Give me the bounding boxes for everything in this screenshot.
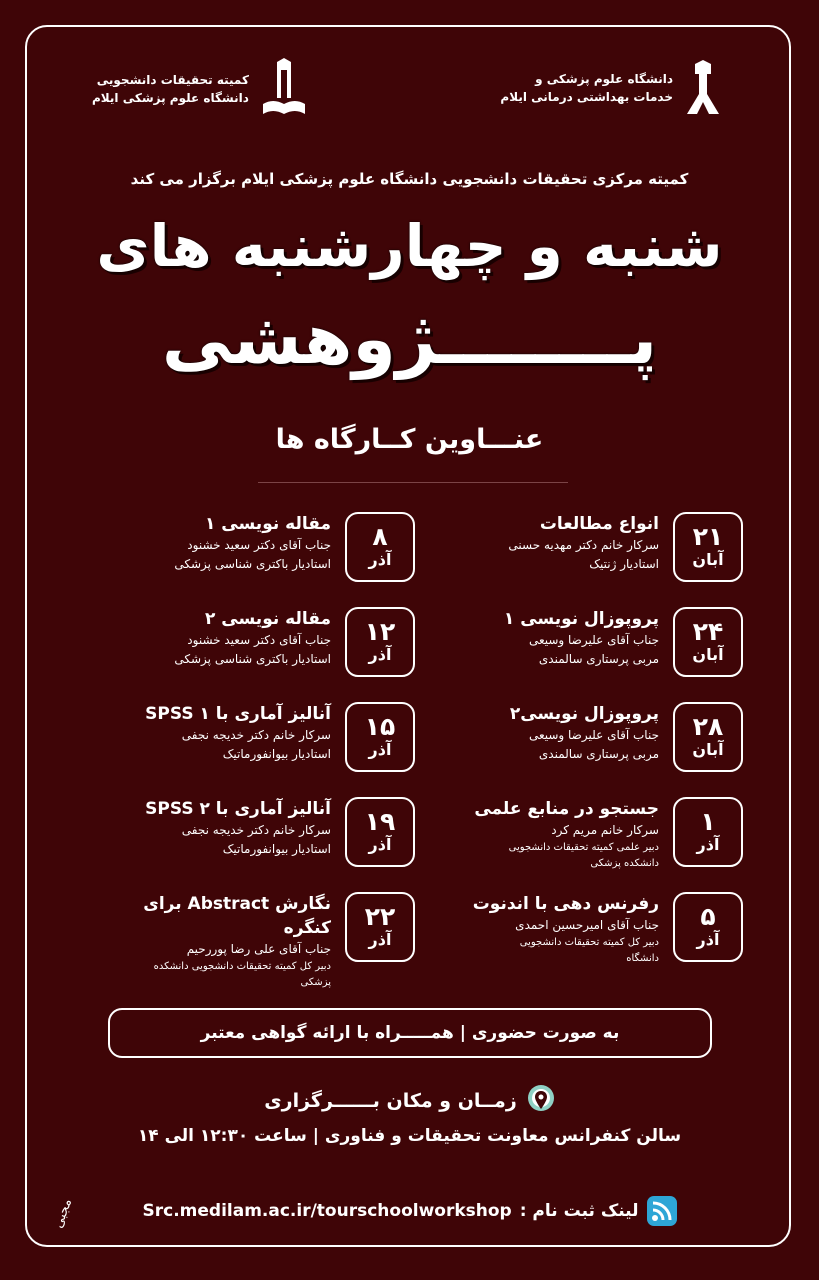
- workshop-info: [427, 512, 659, 574]
- workshop-role: استادیار بیوانفورماتیک: [222, 842, 331, 856]
- workshop-card: [99, 607, 415, 677]
- workshop-month: آذر: [368, 550, 392, 569]
- workshop-info: [427, 892, 659, 967]
- workshop-date-box: [673, 512, 743, 582]
- workshop-day: ۱۹: [364, 807, 396, 836]
- rss-link-icon: [647, 1196, 677, 1226]
- workshop-day: ۱۵: [364, 712, 396, 741]
- workshop-month: آذر: [368, 740, 392, 759]
- attendance-text: به صورت حضوری | همـــــراه با ارائه گواهی معتبر: [200, 1023, 620, 1043]
- workshop-date-box: [673, 607, 743, 677]
- workshop-day: ۲۴: [692, 617, 724, 646]
- workshop-instructor: جناب آقای دکتر سعید خشنود: [187, 538, 331, 552]
- workshop-card: [427, 702, 743, 772]
- workshop-instructor: جناب آقای دکتر سعید خشنود: [187, 633, 331, 647]
- workshop-info: [99, 607, 331, 669]
- workshop-role: استادیار باکتری شناسی پزشکی: [174, 652, 331, 666]
- workshop-title: مقاله نویسی ۲: [205, 609, 331, 629]
- workshop-role: استادیار بیوانفورماتیک: [222, 747, 331, 761]
- workshop-month: آذر: [696, 930, 720, 949]
- location-pin-icon: [527, 1084, 555, 1118]
- workshop-role: مربی پرستاری سالمندی: [538, 652, 659, 666]
- registration-label: لینک ثبت نام :: [519, 1201, 639, 1221]
- workshop-instructor: سرکار خانم دکتر خدیجه نجفی: [181, 728, 331, 742]
- workshop-instructor: جناب آقای امیرحسین احمدی: [515, 918, 659, 932]
- workshop-month: آذر: [696, 835, 720, 854]
- right-logo-line1: دانشگاه علوم پزشکی و: [535, 72, 673, 86]
- workshop-role: مربی پرستاری سالمندی: [538, 747, 659, 761]
- university-logo: [500, 60, 721, 116]
- main-title-line2: پــــــــژوهشی: [161, 298, 658, 380]
- workshop-title: پروپوزال نویسی۲: [509, 704, 659, 724]
- registration-link[interactable]: Src.medilam.ac.ir/tourschoolworkshop: [142, 1201, 512, 1221]
- workshop-month: آبان: [692, 645, 724, 664]
- right-logo-line2: خدمات بهداشتی درمانی ایلام: [500, 90, 673, 104]
- workshop-day: ۲۸: [692, 712, 724, 741]
- workshop-title: آنالیز آماری با SPSS ۱: [145, 704, 331, 724]
- workshop-role-extra: دانشگاه: [626, 953, 659, 964]
- workshop-day: ۲۲: [364, 902, 396, 931]
- workshop-title: آنالیز آماری با SPSS ۲: [145, 799, 331, 819]
- workshop-date-box: [673, 797, 743, 867]
- student-research-logo: [92, 58, 307, 120]
- workshop-info: [99, 892, 331, 991]
- workshop-card: [427, 892, 743, 967]
- left-logo-line2: دانشگاه علوم پزشکی ایلام: [92, 91, 249, 105]
- university-tower-icon: [685, 60, 721, 116]
- workshop-month: آبان: [692, 550, 724, 569]
- workshop-title: رفرنس دهی با اندنوت: [472, 894, 659, 914]
- workshop-day: ۸: [372, 522, 388, 551]
- workshop-instructor: سرکار خانم دکتر خدیجه نجفی: [181, 823, 331, 837]
- workshop-role: استادیار ژنتیک: [589, 557, 659, 571]
- workshop-title: مقاله نویسی ۱: [205, 514, 331, 534]
- workshop-info: [427, 607, 659, 669]
- workshop-instructor: جناب آقای علیرضا وسیعی: [528, 633, 659, 647]
- workshop-role: دبیر کل کمیته تحقیقات دانشجویی: [519, 937, 659, 948]
- time-place-title: زمــان و مکان بــــــرگزاری: [264, 1090, 517, 1112]
- workshop-day: ۱۲: [364, 617, 396, 646]
- workshop-card: [99, 512, 415, 582]
- workshop-month: آذر: [368, 645, 392, 664]
- registration-row: [0, 1196, 819, 1226]
- workshop-info: [99, 512, 331, 574]
- section-title: عنـــاوین کــارگاه ها: [275, 424, 544, 455]
- workshop-day: ۵: [700, 902, 716, 931]
- workshop-date-box: [345, 702, 415, 772]
- workshop-title: پروپوزال نویسی ۱: [503, 609, 659, 629]
- workshop-title: نگارش Abstract برای کنگره: [143, 894, 331, 938]
- venue-text: سالن کنفرانس معاونت تحقیقات و فناوری | ساعت ۱۲:۳۰ الی ۱۴: [137, 1126, 682, 1146]
- intro-text: کمیته مرکزی تحقیقات دانشجویی دانشگاه علوم پزشکی ایلام برگزار می کند: [130, 170, 689, 188]
- workshop-role: دبیر کل کمیته تحقیقات دانشجویی دانشکده: [153, 961, 331, 972]
- workshop-day: ۱: [700, 807, 716, 836]
- workshop-instructor: جناب آقای علیرضا وسیعی: [528, 728, 659, 742]
- workshop-info: [427, 702, 659, 764]
- workshop-role-extra: پزشکی: [300, 977, 331, 988]
- workshop-month: آبان: [692, 740, 724, 759]
- section-divider: [258, 482, 568, 483]
- workshop-role: دبیر علمی کمیته تحقیقات دانشجویی: [508, 842, 659, 853]
- workshop-day: ۲۱: [692, 522, 724, 551]
- workshop-month: آذر: [368, 835, 392, 854]
- workshop-instructor: سرکار خانم دکتر مهدیه حسنی: [508, 538, 659, 552]
- workshop-card: [99, 702, 415, 772]
- workshop-date-box: [345, 892, 415, 962]
- workshop-info: [427, 797, 659, 872]
- workshop-month: آذر: [368, 930, 392, 949]
- workshop-role: استادیار باکتری شناسی پزشکی: [174, 557, 331, 571]
- attendance-banner: [108, 1008, 712, 1058]
- workshop-card: [427, 512, 743, 582]
- workshop-card: [99, 892, 415, 991]
- workshop-date-box: [345, 797, 415, 867]
- workshop-info: [99, 702, 331, 764]
- workshop-date-box: [345, 607, 415, 677]
- time-place-heading: [0, 1084, 819, 1118]
- workshop-date-box: [345, 512, 415, 582]
- workshop-title: جستجو در منابع علمی: [474, 799, 659, 819]
- workshop-card: [99, 797, 415, 867]
- workshop-date-box: [673, 892, 743, 962]
- left-logo-line1: کمیته تحقیقات دانشجویی: [96, 73, 249, 87]
- workshop-title: انواع مطالعات: [539, 514, 659, 534]
- workshop-role-extra: دانشکده پزشکی: [590, 858, 659, 869]
- workshop-instructor: سرکار خانم مریم کرد: [551, 823, 659, 837]
- workshop-date-box: [673, 702, 743, 772]
- workshop-card: [427, 607, 743, 677]
- designer-signature: مجبی: [50, 1196, 76, 1231]
- workshop-card: [427, 797, 743, 872]
- workshop-info: [99, 797, 331, 859]
- book-tower-icon: [261, 58, 307, 120]
- workshop-instructor: جناب آقای علی رضا پوررحیم: [186, 942, 331, 956]
- main-title-line1: شنبه و چهارشنبه های: [96, 212, 723, 280]
